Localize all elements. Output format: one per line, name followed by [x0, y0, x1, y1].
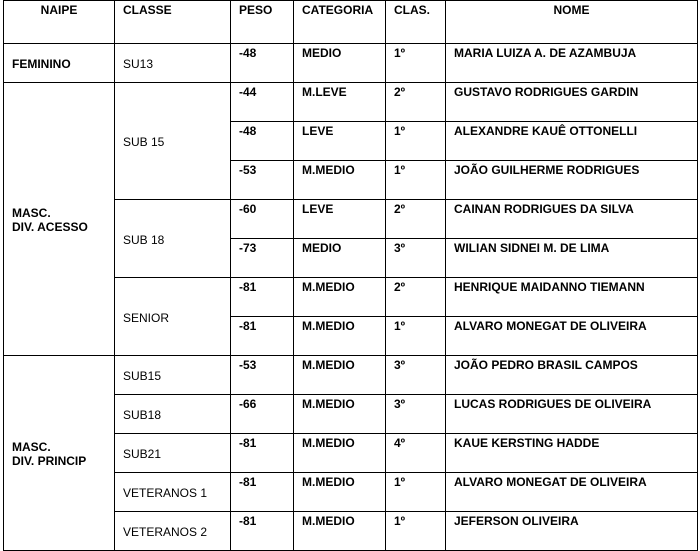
nome-cell: HENRIQUE MAIDANNO TIEMANN	[446, 278, 698, 317]
peso-cell: -81	[231, 473, 294, 512]
peso-cell: -66	[231, 395, 294, 434]
clas-cell: 4º	[386, 434, 446, 473]
peso-cell: -73	[231, 239, 294, 278]
nome-cell: ALVARO MONEGAT DE OLIVEIRA	[446, 473, 698, 512]
clas-cell: 3º	[386, 395, 446, 434]
peso-cell: -60	[231, 200, 294, 239]
header-peso: PESO	[231, 1, 294, 44]
classe-cell: SUB21	[115, 434, 231, 473]
clas-cell: 3º	[386, 356, 446, 395]
header-categoria: CATEGORIA	[294, 1, 386, 44]
clas-cell: 1º	[386, 44, 446, 83]
categoria-cell: M.MEDIO	[294, 395, 386, 434]
naipe-cell	[4, 83, 115, 356]
header-clas: CLAS.	[386, 1, 446, 44]
categoria-cell: M.MEDIO	[294, 278, 386, 317]
nome-cell: JOÃO PEDRO BRASIL CAMPOS	[446, 356, 698, 395]
clas-cell: 3º	[386, 239, 446, 278]
categoria-cell: M.MEDIO	[294, 161, 386, 200]
nome-cell: ALEXANDRE KAUÊ OTTONELLI	[446, 122, 698, 161]
header-naipe: NAIPE	[4, 1, 115, 44]
peso-cell: -81	[231, 317, 294, 356]
table-row	[4, 44, 698, 83]
nome-cell: KAUE KERSTING HADDE	[446, 434, 698, 473]
classe-cell: VETERANOS 2	[115, 512, 231, 551]
categoria-cell: LEVE	[294, 200, 386, 239]
categoria-cell: M.MEDIO	[294, 434, 386, 473]
categoria-cell: M.MEDIO	[294, 356, 386, 395]
categoria-cell: M.LEVE	[294, 83, 386, 122]
peso-cell: -81	[231, 278, 294, 317]
nome-cell: JEFERSON OLIVEIRA	[446, 512, 698, 551]
peso-cell: -53	[231, 356, 294, 395]
clas-cell: 2º	[386, 278, 446, 317]
classe-cell: SUB 15	[115, 83, 231, 200]
nome-cell: ALVARO MONEGAT DE OLIVEIRA	[446, 317, 698, 356]
naipe-line-1: MASC.	[12, 440, 51, 454]
categoria-cell: MEDIO	[294, 239, 386, 278]
peso-cell: -81	[231, 512, 294, 551]
classe-cell: VETERANOS 1	[115, 473, 231, 512]
table-row	[4, 83, 698, 122]
clas-cell: 2º	[386, 200, 446, 239]
nome-cell: GUSTAVO RODRIGUES GARDIN	[446, 83, 698, 122]
peso-cell: -44	[231, 83, 294, 122]
naipe-line-2: DIV. ACESSO	[12, 220, 88, 234]
peso-cell: -48	[231, 122, 294, 161]
results-table	[3, 0, 698, 551]
clas-cell: 1º	[386, 122, 446, 161]
peso-cell: -48	[231, 44, 294, 83]
nome-cell: LUCAS RODRIGUES DE OLIVEIRA	[446, 395, 698, 434]
clas-cell: 2º	[386, 83, 446, 122]
clas-cell: 1º	[386, 473, 446, 512]
classe-cell: SUB 18	[115, 200, 231, 278]
clas-cell: 1º	[386, 317, 446, 356]
classe-cell: SENIOR	[115, 278, 231, 356]
categoria-cell: LEVE	[294, 122, 386, 161]
peso-cell: -81	[231, 434, 294, 473]
header-row	[4, 1, 698, 44]
naipe-cell	[4, 356, 115, 551]
classe-cell: SU13	[115, 44, 231, 83]
naipe-line-1: MASC.	[12, 206, 51, 220]
header-classe: CLASSE	[115, 1, 231, 44]
classe-cell: SUB15	[115, 356, 231, 395]
classe-cell: SUB18	[115, 395, 231, 434]
naipe-cell: FEMININO	[4, 44, 115, 83]
categoria-cell: MEDIO	[294, 44, 386, 83]
nome-cell: CAINAN RODRIGUES DA SILVA	[446, 200, 698, 239]
categoria-cell: M.MEDIO	[294, 512, 386, 551]
header-nome: NOME	[446, 1, 698, 44]
categoria-cell: M.MEDIO	[294, 317, 386, 356]
nome-cell: JOÃO GUILHERME RODRIGUES	[446, 161, 698, 200]
clas-cell: 1º	[386, 512, 446, 551]
table-row	[4, 356, 698, 395]
clas-cell: 1º	[386, 161, 446, 200]
categoria-cell: M.MEDIO	[294, 473, 386, 512]
nome-cell: MARIA LUIZA A. DE AZAMBUJA	[446, 44, 698, 83]
nome-cell: WILIAN SIDNEI M. DE LIMA	[446, 239, 698, 278]
naipe-line-2: DIV. PRINCIP	[12, 454, 87, 468]
peso-cell: -53	[231, 161, 294, 200]
